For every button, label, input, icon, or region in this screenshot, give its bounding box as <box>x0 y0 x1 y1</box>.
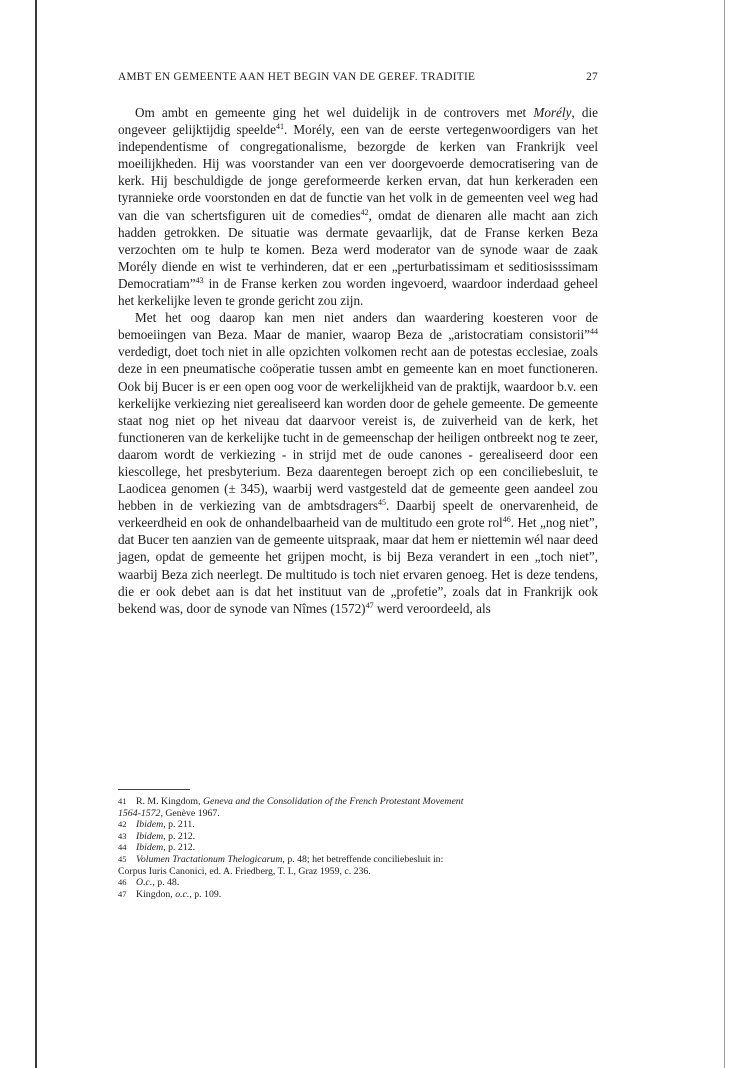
paragraph-1 <box>118 104 598 309</box>
footnote-text: , p. 48; het betreffende conciliebesluit in: <box>282 853 444 865</box>
text-run: . Daarbij speelt de onervarenheid, de verkeerdheid en ook de onhandelbaarheid van de multitudo een grote rol <box>118 498 598 531</box>
text-run: , die ongeveer gelijktijdig speelde <box>118 105 598 138</box>
footnote-number: 47 <box>118 888 127 899</box>
footnote-title: o.c. <box>175 888 190 900</box>
text-run: verdedigt, doet toch niet in alle opzichten volkomen recht aan de potestas ecclesiae, zoals deze in een pneumatische coöperatie tussen ambt en gemeente kan en moet functioneren. Ook bij Bucer is er een open oog voor de werkelijkheid van de praktijk, waardoor b.v. een kerkelijke verkiezing niet gerealiseerd kan worden door de gehele gemeente. De gemeente staat nog niet op het niveau dat daarvoor vereist is, de zuiverheid van de kerk, het functioneren van de kerkelijke tucht in de gemeenschap der heiligen ontbreekt nog te zeer, daarom wordt de verkiezing - in strijd met de oude canones - gerealiseerd door een kiescollege, het presbyterium. Beza daarentegen beroept zich op een conciliebesluit, te Laodicea genomen (± 345), waarbij werd vastgesteld dat de gemeente geen aandeel zou hebben in de verkiezing van de ambtsdragers <box>118 344 598 514</box>
running-header <box>118 71 598 83</box>
footnote-ref: 47 <box>365 600 374 610</box>
footnote-title: Ibidem <box>136 842 164 854</box>
footnote-41 <box>118 796 598 808</box>
footnote-45 <box>118 854 598 866</box>
footnote-number: 43 <box>118 830 127 841</box>
footnote-ref: 45 <box>377 498 386 508</box>
text-run: . Morély, een van de eerste vertegenwoordigers van het independentisme of congregationalisme, bezorgde de kerken van Frankrijk veel moeilijkheden. Hij was voorstander van een ver doorgevoerde democratisering van de kerk. Hij beschuldigde de jonge gereformeerde kerken ervan, dat hun kerkeraden een tyrannieke orde voorstonden en dat de functie van het volk in de gemeenten veel weg had van die van schertsfiguren uit de comedies <box>118 122 598 223</box>
footnote-title: Volumen Tractationum Thelogicarum <box>136 853 283 865</box>
footnote-number: 42 <box>118 819 127 830</box>
footnote-number: 41 <box>118 796 127 806</box>
text-run: Om ambt en gemeente ging het wel duidelijk in de controvers met <box>135 105 534 120</box>
running-title: AMBT EN GEMEENTE AAN HET BEGIN VAN DE GEREF. TRADITIE <box>118 71 476 83</box>
footnote-ref: 44 <box>590 327 598 337</box>
text-run: . Het „nog niet”, dat Bucer ten aanzien van de gemeente uitspraak, maar dat hem er niettemin wél naar deed jagen, opdat de gemeente het grijpen mocht, is bij Beza verandert in een „toch niet”, waarbij Beza zich neerlegt. De multitudo is toch niet ervaren genoeg. Het is deze tendens, die er ook debet aan is dat het instituut van de „profetie”, zoals dat in Frankrijk ook bekend was, door de synode van Nîmes (1572) <box>118 515 598 616</box>
footnote-title: O.c. <box>136 877 153 889</box>
footnote-number: 46 <box>118 877 127 888</box>
footnote-number: 45 <box>118 853 127 864</box>
footnote-43 <box>118 831 598 843</box>
footnote-rule <box>118 789 190 790</box>
italic-name: Morély <box>533 105 572 120</box>
footnote-44 <box>118 842 598 854</box>
footnote-46 <box>118 877 598 889</box>
footnote-47 <box>118 889 598 901</box>
footnote-text: , Genève 1967. <box>160 807 220 819</box>
footnote-title: Ibidem <box>136 830 164 842</box>
footnote-42 <box>118 819 598 831</box>
footnote-text: , p. 109. <box>189 888 222 900</box>
footnote-text: , p. 211. <box>163 819 195 831</box>
footnote-ref: 42 <box>360 207 369 217</box>
text-run: , omdat de dienaren alle macht aan zich hadden getrokken. De situatie was dermate gevaarlijk, dat de Franse kerken Beza verzochten om te hulp te komen. Beza werd moderator van de synode waar de zaak Morély diende en wist te verhinderen, dat er een „perturbatissimam et seditiosisssimam Democratiam” <box>118 207 598 291</box>
footnote-ref: 46 <box>502 515 511 525</box>
page-edge-right <box>724 0 725 1068</box>
footnote-ref: 43 <box>195 275 204 285</box>
footnote-41-continuation <box>118 808 598 820</box>
footnote-number: 44 <box>118 842 127 853</box>
text-run: in de Franse kerken zou worden ingevoerd, waardoor inderdaad geheel het kerkelijke leven te gronde gericht zou zijn. <box>118 275 598 309</box>
page-number: 27 <box>586 71 598 83</box>
footnote-text: R. M. Kingdom, <box>136 796 203 807</box>
text-run: werd veroordeeld, als <box>373 600 491 616</box>
paragraph-2 <box>118 309 598 617</box>
footnote-text: , p. 212. <box>163 830 196 842</box>
footnote-text: , p. 212. <box>163 842 196 854</box>
footnote-title: 1564-1572 <box>118 807 161 819</box>
footnotes <box>118 796 598 900</box>
footnote-text: , p. 48. <box>152 877 180 889</box>
footnote-45-continuation: Corpus Iuris Canonici, ed. A. Friedberg, T. I., Graz 1959, c. 236. <box>118 865 371 877</box>
footnote-text: Kingdon, <box>136 888 176 900</box>
footnote-title: Ibidem <box>136 819 164 831</box>
page-edge-left <box>35 0 37 1068</box>
footnote-ref: 41 <box>276 122 284 132</box>
text-run: Met het oog daarop kan men niet anders dan waardering koesteren voor de bemoeiingen van Beza. Maar de manier, waarop Beza de „aristocratiam consistorii” <box>118 310 598 343</box>
footnote-title: Geneva and the Consolidation of the French Protestant Movement <box>202 796 464 807</box>
body-text <box>118 104 598 617</box>
